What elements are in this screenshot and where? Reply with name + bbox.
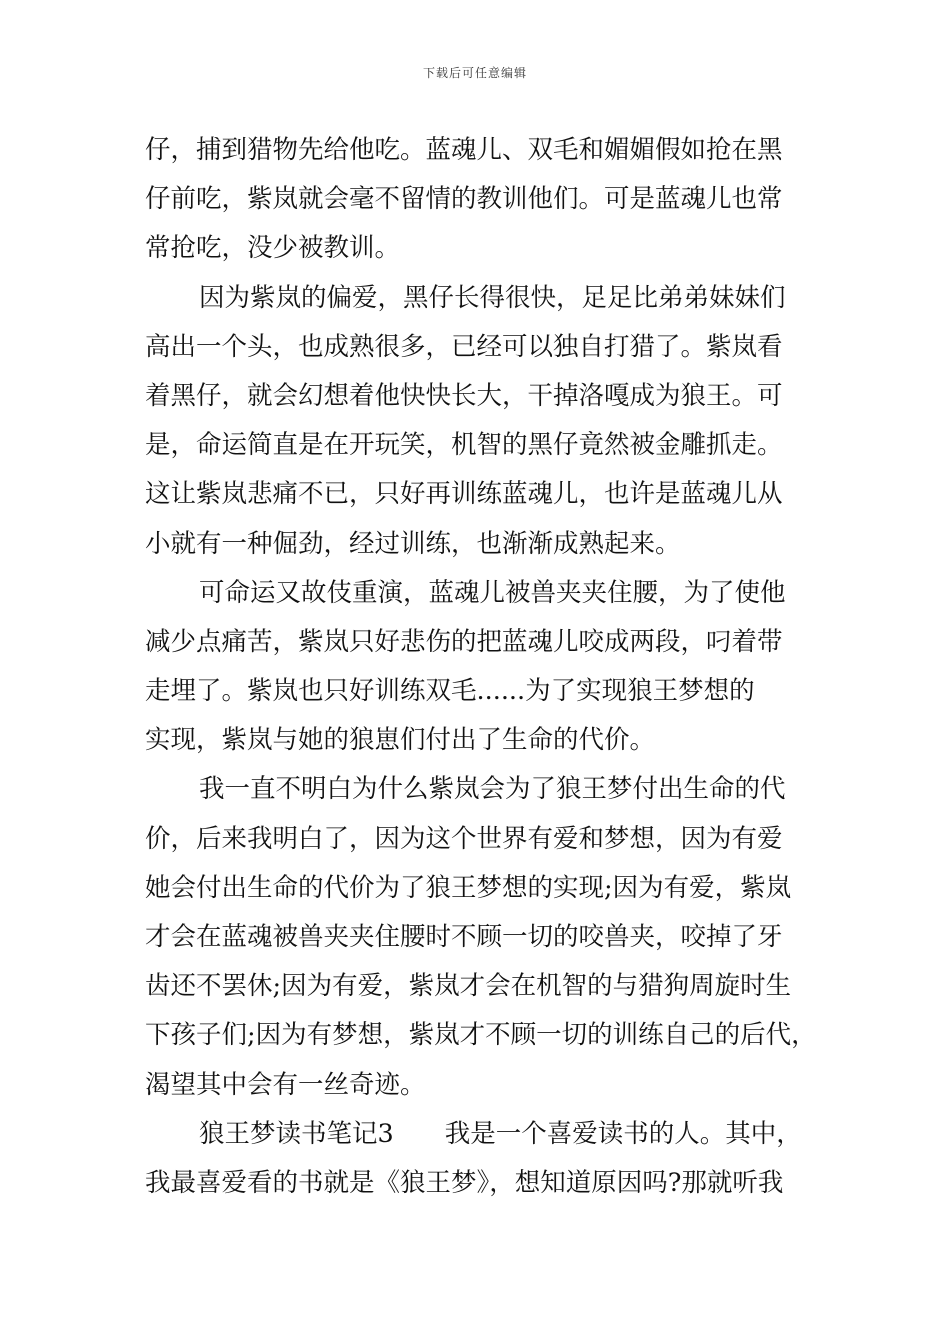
text-line: 狼王梦读书笔记3 我是一个喜爱读书的人。其中， [199, 1118, 802, 1149]
text-line: 仔，捕到猎物先给他吃。蓝魂儿、双毛和媚媚假如抢在黑 [145, 135, 783, 165]
text-line: 我一直不明白为什么紫岚会为了狼王梦付出生命的代 [199, 774, 786, 805]
paragraph [145, 274, 807, 569]
text-line: 她会付出生命的代价为了狼王梦想的实现;因为有爱，紫岚 [145, 872, 792, 903]
text-line: 我最喜爱看的书就是《狼王梦》，想知道原因吗?那就听我 [145, 1167, 784, 1198]
paragraph [145, 1110, 807, 1208]
text-line: 这让紫岚悲痛不已，只好再训练蓝魂儿，也许是蓝魂儿从 [145, 479, 783, 510]
text-line: 仔前吃，紫岚就会毫不留情的教训他们。可是蓝魂儿也常 [145, 184, 783, 215]
text-line: 是，命运简直是在开玩笑，机智的黑仔竟然被金雕抓走。 [145, 430, 783, 461]
text-line: 常抢吃，没少被教训。 [145, 233, 401, 264]
text-line: 价，后来我明白了，因为这个世界有爱和梦想，因为有爱 [145, 823, 783, 854]
text-line: 因为紫岚的偏爱，黑仔长得很快，足足比弟弟妹妹们 [199, 282, 786, 313]
text-line: 才会在蓝魂被兽夹夹住腰时不顾一切的咬兽夹，咬掉了牙 [145, 922, 783, 952]
text-line: 渴望其中会有一丝奇迹。 [145, 1069, 426, 1100]
page-header: 下载后可任意编辑 [422, 66, 527, 80]
text-line: 着黑仔，就会幻想着他快快长大，干掉洛嘎成为狼王。可 [145, 380, 783, 411]
text-line: 走埋了。紫岚也只好训练双毛......为了实现狼王梦想的 [145, 676, 755, 707]
text-line: 下孩子们;因为有梦想，紫岚才不顾一切的训练自己的后代， [145, 1020, 817, 1051]
text-line: 齿还不罢休;因为有爱，紫岚才会在机智的与猎狗周旋时生 [145, 971, 792, 1002]
document-body [145, 126, 817, 1208]
text-line: 高出一个头，也成熟很多，已经可以独自打猎了。紫岚看 [145, 331, 783, 362]
paragraph [145, 765, 817, 1109]
paragraph [145, 569, 807, 766]
paragraph [145, 126, 807, 274]
text-line: 小就有一种倔劲，经过训练，也渐渐成熟起来。 [145, 528, 681, 559]
text-line: 实现，紫岚与她的狼崽们付出了生命的代价。 [145, 725, 656, 756]
text-line: 可命运又故伎重演，蓝魂儿被兽夹夹住腰，为了使他 [199, 577, 786, 608]
text-line: 减少点痛苦，紫岚只好悲伤的把蓝魂儿咬成两段，叼着带 [145, 626, 783, 657]
